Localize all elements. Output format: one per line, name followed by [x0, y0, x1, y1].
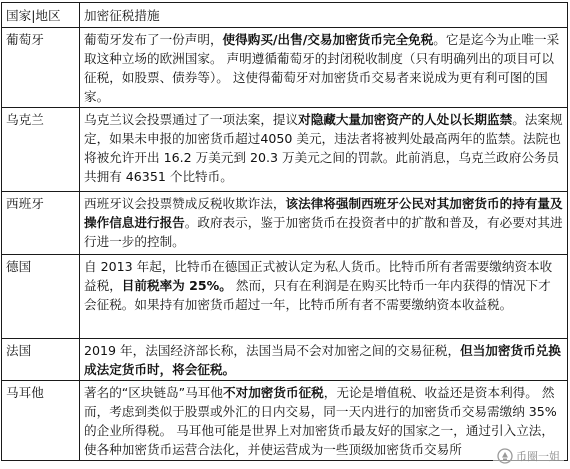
country-cell: 西班牙: [2, 192, 80, 255]
measure-text: 。法案规定，如果未申报的加密货币超过4050 美元，违法者将被判处最高两年的监禁。法院也将被允许开出 16.2 万美元到 20.3 万美元之间的罚款。此前消息，乌克兰政府公务员共拥有 46351 个比特币。: [84, 112, 563, 184]
measure-cell: [80, 108, 568, 192]
measure-text-bold: 目前税率为 25%。: [121, 278, 232, 293]
measure-cell: [80, 192, 568, 255]
measure-cell: [80, 339, 568, 381]
watermark-text: 币圈一姐: [516, 450, 560, 463]
header-tax-measures: 加密征税措施: [80, 3, 568, 28]
measure-text: 著名的“区块链岛”马耳他: [84, 385, 223, 400]
measure-text: 。政府表示，鉴于加密货币在投资者中的扩散和普及，有必要对其进行进一步的控制。: [84, 215, 563, 249]
measure-text-bold: 该法律将强制西班牙公民对其加密货币的持有量及操作信息进行报告: [84, 196, 563, 230]
measure-cell: [80, 28, 568, 108]
table-row: [2, 339, 568, 381]
table-row: [2, 28, 568, 108]
table-row: [2, 108, 568, 192]
country-cell: 乌克兰: [2, 108, 80, 192]
crypto-tax-table: [1, 2, 568, 461]
measure-text: ，无论是增值税、收益还是资本利得。 然而，考虑到类似于股票或外汇的日内交易，同一天内进行的加密货币交易需缴纳 35%的企业所得税。 马耳他可能是世界上对加密货币最友好的国家之一，通过引入立法，使各种加密货币运营合法化，并使运营成为一些顶级加密货币交易所: [84, 385, 557, 457]
measure-text: 自 2013 年起，比特币在德国正式被认定为私人货币。比特币所有者需要缴纳资本收益税，: [84, 259, 553, 293]
measure-text: 乌克兰议会投票通过了一项法案，提议: [84, 112, 299, 127]
measure-text: 葡萄牙发布了一份声明，: [84, 32, 223, 47]
country-cell: 葡萄牙: [2, 28, 80, 108]
measure-text-bold: 对隐藏大量加密资产的人处以长期监禁: [298, 112, 513, 127]
table-header-row: [2, 3, 568, 28]
measure-text-bold: 不对加密货币征税: [223, 385, 324, 400]
table-row: [2, 381, 568, 461]
country-cell: 法国: [2, 339, 80, 381]
measure-text: 。它是迄今为止唯一采取这种立场的欧洲国家。 声明遵循葡萄牙的封闭税收制度（只有明确列出的项目可以征税，如股票、债券等）。 这使得葡萄牙对加密货币交易者来说成为更有利可图的国家。: [84, 32, 560, 104]
measure-cell: [80, 255, 568, 339]
table-body: [2, 28, 568, 461]
measure-text: 然而，只有在利润是在购买比特币一年内获得的情况下才会征税。如果持有加密货币超过一年，比特币所有者不需要缴纳资本收益税。: [84, 278, 551, 312]
watermark: [493, 447, 564, 465]
measure-text-bold: 使得购买/出售/交易加密货币完全免税: [222, 32, 434, 47]
header-country: 国家|地区: [2, 3, 80, 28]
measure-text: 2019 年，法国经济部长称，法国当局不会对加密之间的交易征税，: [84, 343, 461, 358]
watermark-logo-icon: [497, 448, 513, 464]
measure-text-bold: 但当加密货币兑换成法定货币时，将会征税。: [84, 343, 561, 377]
measure-text: 西班牙议会投票赞成反税收欺诈法，: [84, 196, 286, 211]
table-row: [2, 192, 568, 255]
country-cell: 马耳他: [2, 381, 80, 461]
country-cell: 德国: [2, 255, 80, 339]
table-row: [2, 255, 568, 339]
